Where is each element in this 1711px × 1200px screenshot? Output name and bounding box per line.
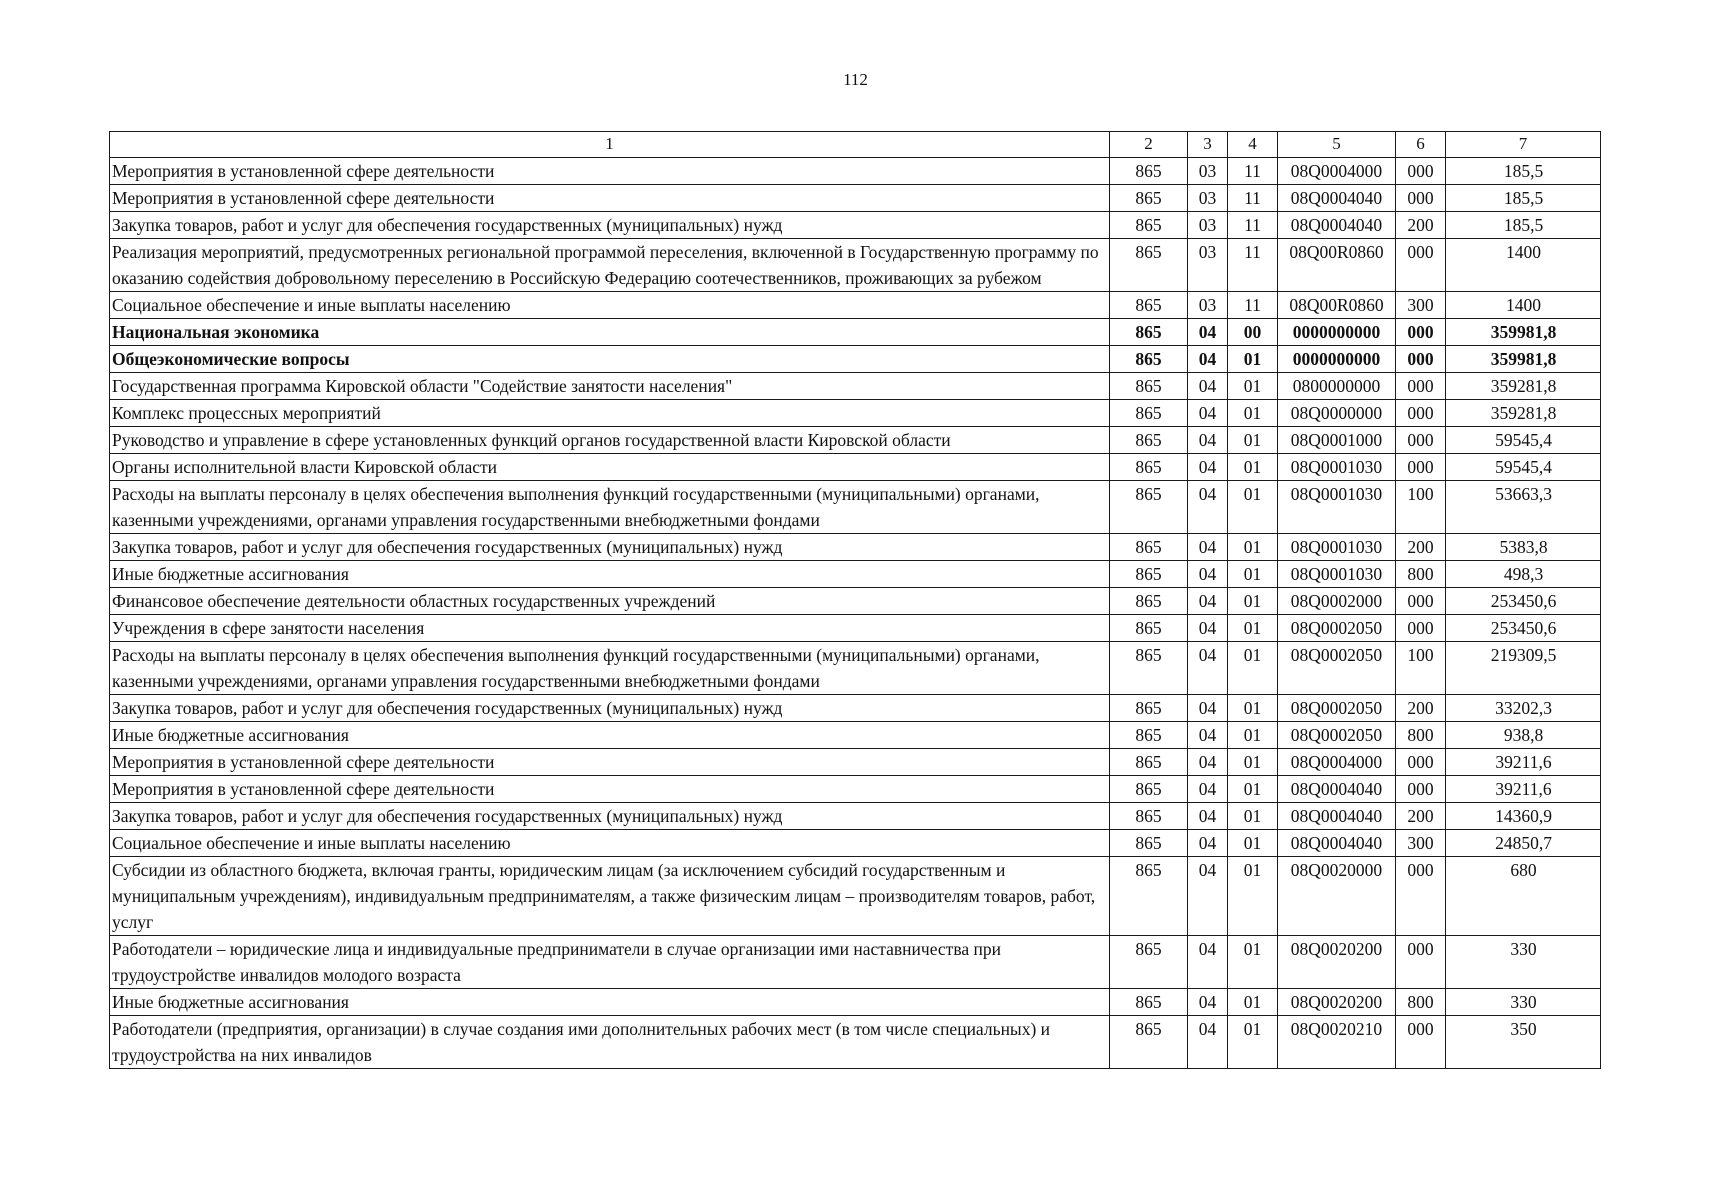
table-row — [110, 776, 1601, 803]
cell-expense-type: 000 — [1396, 776, 1446, 803]
table-row — [110, 722, 1601, 749]
cell-admin-code: 865 — [1110, 427, 1188, 454]
cell-subsection: 01 — [1228, 989, 1278, 1016]
table-row — [110, 561, 1601, 588]
cell-admin-code: 865 — [1110, 158, 1188, 185]
cell-target-article: 08Q0004040 — [1278, 776, 1396, 803]
cell-expense-type: 200 — [1396, 534, 1446, 561]
cell-section: 04 — [1188, 346, 1228, 373]
cell-admin-code: 865 — [1110, 857, 1188, 936]
cell-section: 04 — [1188, 427, 1228, 454]
cell-amount: 5383,8 — [1446, 534, 1601, 561]
cell-amount: 39211,6 — [1446, 749, 1601, 776]
cell-target-article: 08Q0020000 — [1278, 857, 1396, 936]
cell-section: 04 — [1188, 749, 1228, 776]
cell-expense-type: 000 — [1396, 427, 1446, 454]
cell-admin-code: 865 — [1110, 642, 1188, 695]
cell-name: Иные бюджетные ассигнования — [110, 989, 1110, 1016]
cell-target-article: 08Q0002050 — [1278, 722, 1396, 749]
cell-expense-type: 000 — [1396, 1016, 1446, 1069]
cell-amount: 359281,8 — [1446, 400, 1601, 427]
cell-section: 04 — [1188, 642, 1228, 695]
cell-amount: 1400 — [1446, 239, 1601, 292]
cell-expense-type: 200 — [1396, 803, 1446, 830]
table-row — [110, 400, 1601, 427]
table-row — [110, 292, 1601, 319]
cell-admin-code: 865 — [1110, 803, 1188, 830]
cell-admin-code: 865 — [1110, 373, 1188, 400]
cell-section: 04 — [1188, 989, 1228, 1016]
cell-amount: 24850,7 — [1446, 830, 1601, 857]
cell-section: 03 — [1188, 292, 1228, 319]
cell-amount: 59545,4 — [1446, 454, 1601, 481]
cell-subsection: 01 — [1228, 588, 1278, 615]
cell-admin-code: 865 — [1110, 400, 1188, 427]
cell-expense-type: 800 — [1396, 989, 1446, 1016]
cell-name: Государственная программа Кировской области "Содействие занятости населения" — [110, 373, 1110, 400]
table-row — [110, 319, 1601, 346]
cell-admin-code: 865 — [1110, 292, 1188, 319]
cell-admin-code: 865 — [1110, 319, 1188, 346]
cell-amount: 359981,8 — [1446, 346, 1601, 373]
cell-subsection: 01 — [1228, 1016, 1278, 1069]
cell-section: 04 — [1188, 534, 1228, 561]
cell-expense-type: 300 — [1396, 830, 1446, 857]
header-col-3: 3 — [1188, 132, 1228, 158]
cell-amount: 330 — [1446, 989, 1601, 1016]
cell-target-article: 08Q0004040 — [1278, 185, 1396, 212]
table-row — [110, 185, 1601, 212]
cell-target-article: 08Q0001030 — [1278, 481, 1396, 534]
cell-section: 03 — [1188, 212, 1228, 239]
cell-section: 04 — [1188, 803, 1228, 830]
cell-section: 03 — [1188, 185, 1228, 212]
cell-expense-type: 300 — [1396, 292, 1446, 319]
cell-amount: 680 — [1446, 857, 1601, 936]
cell-name: Иные бюджетные ассигнования — [110, 561, 1110, 588]
cell-subsection: 11 — [1228, 212, 1278, 239]
header-col-4: 4 — [1228, 132, 1278, 158]
cell-expense-type: 000 — [1396, 454, 1446, 481]
cell-subsection: 01 — [1228, 346, 1278, 373]
cell-subsection: 01 — [1228, 427, 1278, 454]
cell-subsection: 01 — [1228, 936, 1278, 989]
cell-expense-type: 000 — [1396, 615, 1446, 642]
cell-amount: 59545,4 — [1446, 427, 1601, 454]
cell-amount: 498,3 — [1446, 561, 1601, 588]
cell-amount: 185,5 — [1446, 185, 1601, 212]
cell-target-article: 08Q0002050 — [1278, 615, 1396, 642]
cell-subsection: 01 — [1228, 400, 1278, 427]
cell-amount: 1400 — [1446, 292, 1601, 319]
cell-name: Реализация мероприятий, предусмотренных региональной программой переселения, включенной в Государственную программу по оказанию содействия добровольному переселению в Российскую Федерацию соотечественников, проживающих за рубежом — [110, 239, 1110, 292]
cell-admin-code: 865 — [1110, 212, 1188, 239]
cell-expense-type: 000 — [1396, 400, 1446, 427]
cell-subsection: 01 — [1228, 803, 1278, 830]
cell-admin-code: 865 — [1110, 989, 1188, 1016]
cell-section: 04 — [1188, 1016, 1228, 1069]
cell-expense-type: 000 — [1396, 239, 1446, 292]
cell-name: Закупка товаров, работ и услуг для обеспечения государственных (муниципальных) нужд — [110, 803, 1110, 830]
cell-section: 03 — [1188, 239, 1228, 292]
cell-amount: 185,5 — [1446, 158, 1601, 185]
cell-section: 04 — [1188, 481, 1228, 534]
table-row — [110, 346, 1601, 373]
cell-subsection: 00 — [1228, 319, 1278, 346]
cell-section: 04 — [1188, 454, 1228, 481]
cell-expense-type: 000 — [1396, 936, 1446, 989]
cell-expense-type: 200 — [1396, 695, 1446, 722]
cell-admin-code: 865 — [1110, 588, 1188, 615]
cell-subsection: 01 — [1228, 857, 1278, 936]
header-col-1: 1 — [110, 132, 1110, 158]
cell-name: Мероприятия в установленной сфере деятельности — [110, 158, 1110, 185]
table-row — [110, 830, 1601, 857]
cell-target-article: 08Q0001030 — [1278, 454, 1396, 481]
table-row — [110, 588, 1601, 615]
cell-expense-type: 000 — [1396, 319, 1446, 346]
table-row — [110, 373, 1601, 400]
cell-expense-type: 200 — [1396, 212, 1446, 239]
cell-section: 04 — [1188, 561, 1228, 588]
table-row — [110, 989, 1601, 1016]
cell-admin-code: 865 — [1110, 534, 1188, 561]
cell-target-article: 08Q0020210 — [1278, 1016, 1396, 1069]
table-body — [110, 158, 1601, 1069]
cell-subsection: 11 — [1228, 185, 1278, 212]
cell-section: 04 — [1188, 615, 1228, 642]
header-row — [110, 132, 1601, 158]
cell-admin-code: 865 — [1110, 936, 1188, 989]
cell-admin-code: 865 — [1110, 722, 1188, 749]
cell-subsection: 01 — [1228, 615, 1278, 642]
table-row — [110, 803, 1601, 830]
cell-target-article: 08Q0004000 — [1278, 158, 1396, 185]
table-row — [110, 534, 1601, 561]
cell-expense-type: 000 — [1396, 588, 1446, 615]
cell-amount: 53663,3 — [1446, 481, 1601, 534]
cell-expense-type: 800 — [1396, 722, 1446, 749]
cell-subsection: 11 — [1228, 158, 1278, 185]
cell-expense-type: 000 — [1396, 373, 1446, 400]
cell-subsection: 01 — [1228, 776, 1278, 803]
cell-section: 04 — [1188, 400, 1228, 427]
cell-admin-code: 865 — [1110, 481, 1188, 534]
cell-name: Национальная экономика — [110, 319, 1110, 346]
cell-section: 04 — [1188, 588, 1228, 615]
cell-target-article: 08Q0004040 — [1278, 830, 1396, 857]
cell-amount: 253450,6 — [1446, 588, 1601, 615]
cell-admin-code: 865 — [1110, 1016, 1188, 1069]
cell-target-article: 08Q0001030 — [1278, 561, 1396, 588]
cell-target-article: 08Q0004000 — [1278, 749, 1396, 776]
cell-target-article: 08Q0001000 — [1278, 427, 1396, 454]
cell-admin-code: 865 — [1110, 615, 1188, 642]
header-col-2: 2 — [1110, 132, 1188, 158]
cell-target-article: 08Q0000000 — [1278, 400, 1396, 427]
cell-amount: 359281,8 — [1446, 373, 1601, 400]
cell-subsection: 01 — [1228, 722, 1278, 749]
cell-amount: 359981,8 — [1446, 319, 1601, 346]
cell-target-article: 08Q0001030 — [1278, 534, 1396, 561]
cell-name: Работодатели – юридические лица и индивидуальные предприниматели в случае организации ими наставничества при трудоустройстве инвалидов молодого возраста — [110, 936, 1110, 989]
cell-name: Иные бюджетные ассигнования — [110, 722, 1110, 749]
cell-section: 04 — [1188, 936, 1228, 989]
cell-amount: 14360,9 — [1446, 803, 1601, 830]
cell-target-article: 08Q0020200 — [1278, 936, 1396, 989]
table-row — [110, 158, 1601, 185]
table-row — [110, 615, 1601, 642]
cell-admin-code: 865 — [1110, 695, 1188, 722]
cell-admin-code: 865 — [1110, 454, 1188, 481]
cell-subsection: 01 — [1228, 373, 1278, 400]
table-row — [110, 454, 1601, 481]
cell-expense-type: 000 — [1396, 749, 1446, 776]
table-row — [110, 239, 1601, 292]
cell-name: Учреждения в сфере занятости населения — [110, 615, 1110, 642]
cell-expense-type: 100 — [1396, 481, 1446, 534]
cell-name: Работодатели (предприятия, организации) в случае создания ими дополнительных рабочих мест (в том числе специальных) и трудоустройства на них инвалидов — [110, 1016, 1110, 1069]
cell-target-article: 08Q00R0860 — [1278, 292, 1396, 319]
table-row — [110, 212, 1601, 239]
cell-subsection: 01 — [1228, 534, 1278, 561]
table-row — [110, 481, 1601, 534]
table-header — [110, 132, 1601, 158]
cell-name: Закупка товаров, работ и услуг для обеспечения государственных (муниципальных) нужд — [110, 695, 1110, 722]
table-row — [110, 857, 1601, 936]
cell-expense-type: 100 — [1396, 642, 1446, 695]
cell-admin-code: 865 — [1110, 561, 1188, 588]
cell-target-article: 0000000000 — [1278, 319, 1396, 346]
table-row — [110, 695, 1601, 722]
header-col-7: 7 — [1446, 132, 1601, 158]
cell-subsection: 01 — [1228, 830, 1278, 857]
table-row — [110, 1016, 1601, 1069]
budget-table — [109, 131, 1601, 1069]
cell-name: Социальное обеспечение и иные выплаты населению — [110, 830, 1110, 857]
cell-target-article: 08Q00R0860 — [1278, 239, 1396, 292]
cell-section: 04 — [1188, 373, 1228, 400]
cell-section: 04 — [1188, 722, 1228, 749]
cell-name: Руководство и управление в сфере установленных функций органов государственной власти Кировской области — [110, 427, 1110, 454]
cell-name: Закупка товаров, работ и услуг для обеспечения государственных (муниципальных) нужд — [110, 534, 1110, 561]
cell-target-article: 08Q0020200 — [1278, 989, 1396, 1016]
cell-target-article: 08Q0004040 — [1278, 803, 1396, 830]
header-col-6: 6 — [1396, 132, 1446, 158]
cell-admin-code: 865 — [1110, 185, 1188, 212]
cell-amount: 39211,6 — [1446, 776, 1601, 803]
cell-amount: 185,5 — [1446, 212, 1601, 239]
cell-subsection: 01 — [1228, 749, 1278, 776]
cell-expense-type: 000 — [1396, 346, 1446, 373]
cell-expense-type: 800 — [1396, 561, 1446, 588]
cell-section: 04 — [1188, 319, 1228, 346]
cell-name: Финансовое обеспечение деятельности областных государственных учреждений — [110, 588, 1110, 615]
cell-subsection: 01 — [1228, 481, 1278, 534]
cell-name: Мероприятия в установленной сфере деятельности — [110, 749, 1110, 776]
cell-admin-code: 865 — [1110, 776, 1188, 803]
cell-target-article: 0000000000 — [1278, 346, 1396, 373]
cell-subsection: 01 — [1228, 454, 1278, 481]
cell-subsection: 01 — [1228, 561, 1278, 588]
cell-target-article: 0800000000 — [1278, 373, 1396, 400]
cell-name: Социальное обеспечение и иные выплаты населению — [110, 292, 1110, 319]
cell-section: 03 — [1188, 158, 1228, 185]
cell-expense-type: 000 — [1396, 185, 1446, 212]
cell-name: Расходы на выплаты персоналу в целях обеспечения выполнения функций государственными (муниципальными) органами, казенными учреждениями, органами управления государственными внебюджетными фондами — [110, 481, 1110, 534]
cell-subsection: 11 — [1228, 239, 1278, 292]
cell-section: 04 — [1188, 857, 1228, 936]
cell-subsection: 01 — [1228, 642, 1278, 695]
table-row — [110, 936, 1601, 989]
cell-target-article: 08Q0002000 — [1278, 588, 1396, 615]
cell-amount: 219309,5 — [1446, 642, 1601, 695]
cell-name: Комплекс процессных мероприятий — [110, 400, 1110, 427]
cell-name: Субсидии из областного бюджета, включая гранты, юридическим лицам (за исключением субсидий государственным и муниципальным учреждениям), индивидуальным предпринимателям, а также физическим лицам – производителям товаров, работ, услуг — [110, 857, 1110, 936]
cell-target-article: 08Q0004040 — [1278, 212, 1396, 239]
cell-name: Расходы на выплаты персоналу в целях обеспечения выполнения функций государственными (муниципальными) органами, казенными учреждениями, органами управления государственными внебюджетными фондами — [110, 642, 1110, 695]
table-row — [110, 749, 1601, 776]
table-row — [110, 427, 1601, 454]
cell-subsection: 01 — [1228, 695, 1278, 722]
cell-section: 04 — [1188, 695, 1228, 722]
cell-name: Органы исполнительной власти Кировской области — [110, 454, 1110, 481]
cell-name: Общеэкономические вопросы — [110, 346, 1110, 373]
cell-section: 04 — [1188, 776, 1228, 803]
cell-subsection: 11 — [1228, 292, 1278, 319]
header-col-5: 5 — [1278, 132, 1396, 158]
cell-amount: 330 — [1446, 936, 1601, 989]
cell-amount: 253450,6 — [1446, 615, 1601, 642]
cell-admin-code: 865 — [1110, 749, 1188, 776]
cell-admin-code: 865 — [1110, 830, 1188, 857]
cell-amount: 33202,3 — [1446, 695, 1601, 722]
cell-target-article: 08Q0002050 — [1278, 695, 1396, 722]
cell-name: Мероприятия в установленной сфере деятельности — [110, 185, 1110, 212]
page-number: 112 — [843, 70, 868, 89]
cell-name: Закупка товаров, работ и услуг для обеспечения государственных (муниципальных) нужд — [110, 212, 1110, 239]
cell-admin-code: 865 — [1110, 239, 1188, 292]
cell-target-article: 08Q0002050 — [1278, 642, 1396, 695]
cell-amount: 350 — [1446, 1016, 1601, 1069]
table-row — [110, 642, 1601, 695]
cell-admin-code: 865 — [1110, 346, 1188, 373]
cell-expense-type: 000 — [1396, 158, 1446, 185]
cell-section: 04 — [1188, 830, 1228, 857]
cell-amount: 938,8 — [1446, 722, 1601, 749]
cell-expense-type: 000 — [1396, 857, 1446, 936]
cell-name: Мероприятия в установленной сфере деятельности — [110, 776, 1110, 803]
